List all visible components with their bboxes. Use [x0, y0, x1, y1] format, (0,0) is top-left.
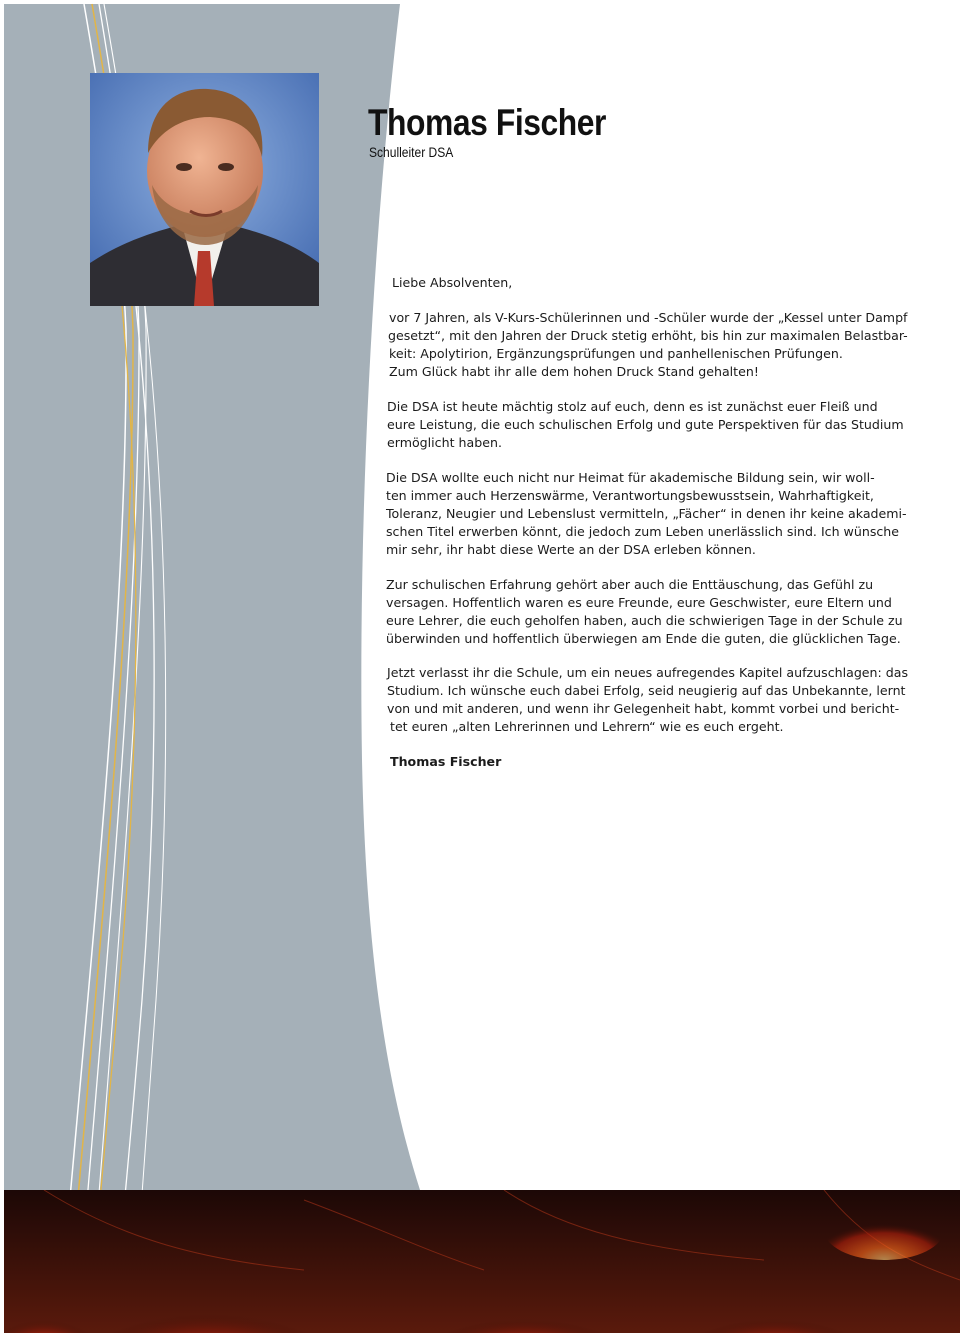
text-line: keit: Apolytirion, Ergänzungsprüfungen und panhellenischen Prüfungen. — [389, 345, 843, 361]
letter-greeting — [392, 274, 512, 292]
paragraph-3 — [386, 469, 907, 559]
text-line: mir sehr, ihr habt diese Werte an der DSA erleben können. — [386, 541, 756, 557]
text-line: Jetzt verlasst ihr die Schule, um ein neues aufregendes Kapitel aufzuschlagen: das — [387, 665, 909, 680]
text-line: vor 7 Jahren, als V-Kurs-Schülerinnen und -Schüler wurde der „Kessel unter Dampf — [389, 310, 908, 325]
page-title: Thomas Fischer — [368, 102, 607, 143]
text-line: Die DSA wollte euch nicht nur Heimat für akademische Bildung sein, wir woll- — [386, 470, 875, 485]
text-line: Die DSA ist heute mächtig stolz auf euch, denn es ist zunächst euer Fleiß und — [387, 399, 878, 414]
text-line: überwinden und hoffentlich überwiegen am Ende die guten, die glücklichen Tage. — [386, 630, 901, 646]
text-line: schen Titel erwerben könnt, die jedoch zum Leben unerlässlich sind. Ich wünsche — [386, 523, 900, 539]
signature: Thomas Fischer — [390, 754, 502, 769]
paragraph-4 — [386, 576, 903, 648]
page-subtitle: Schulleiter DSA — [369, 144, 454, 160]
paragraph-1 — [389, 309, 908, 381]
text-line: tet euren „alten Lehrerinnen und Lehrern“ wie es euch ergeht. — [390, 718, 784, 734]
text-line: Zur schulischen Erfahrung gehört aber auch die Enttäuschung, das Gefühl zu — [386, 577, 874, 592]
paragraph-2 — [387, 398, 904, 452]
text-line: Zum Glück habt ihr alle dem hohen Druck Stand gehalten! — [389, 363, 759, 379]
text-line: eure Lehrer, die euch geholfen haben, auch die schwierigen Tage in der Schule zu — [386, 612, 903, 628]
text-line: ten immer auch Herzenswärme, Verantwortungsbewusstsein, Wahrhaftigkeit, — [386, 487, 874, 503]
text-line: gesetzt“, mit den Jahren der Druck stetig erhöht, bis hin zur maximalen Belastbar- — [388, 327, 908, 343]
portrait-photo — [90, 73, 319, 306]
text-line: Toleranz, Neugier und Lebenslust vermitteln, „Fächer“ in denen ihr keine akademi- — [386, 505, 907, 521]
text-line: ermöglicht haben. — [387, 434, 502, 450]
footer-image — [4, 1190, 960, 1333]
paragraph-5 — [387, 664, 908, 736]
text-line: von und mit anderen, und wenn ihr Gelegenheit habt, kommt vorbei und bericht- — [387, 700, 900, 716]
text-line: Liebe Absolventen, — [392, 275, 513, 290]
text-line: versagen. Hoffentlich waren es eure Freunde, eure Geschwister, eure Eltern und — [386, 594, 892, 610]
text-line: Studium. Ich wünsche euch dabei Erfolg, seid neugierig auf das Unbekannte, lernt — [387, 682, 906, 698]
text-line: eure Leistung, die euch schulischen Erfolg und gute Perspektiven für das Studium — [387, 416, 904, 432]
